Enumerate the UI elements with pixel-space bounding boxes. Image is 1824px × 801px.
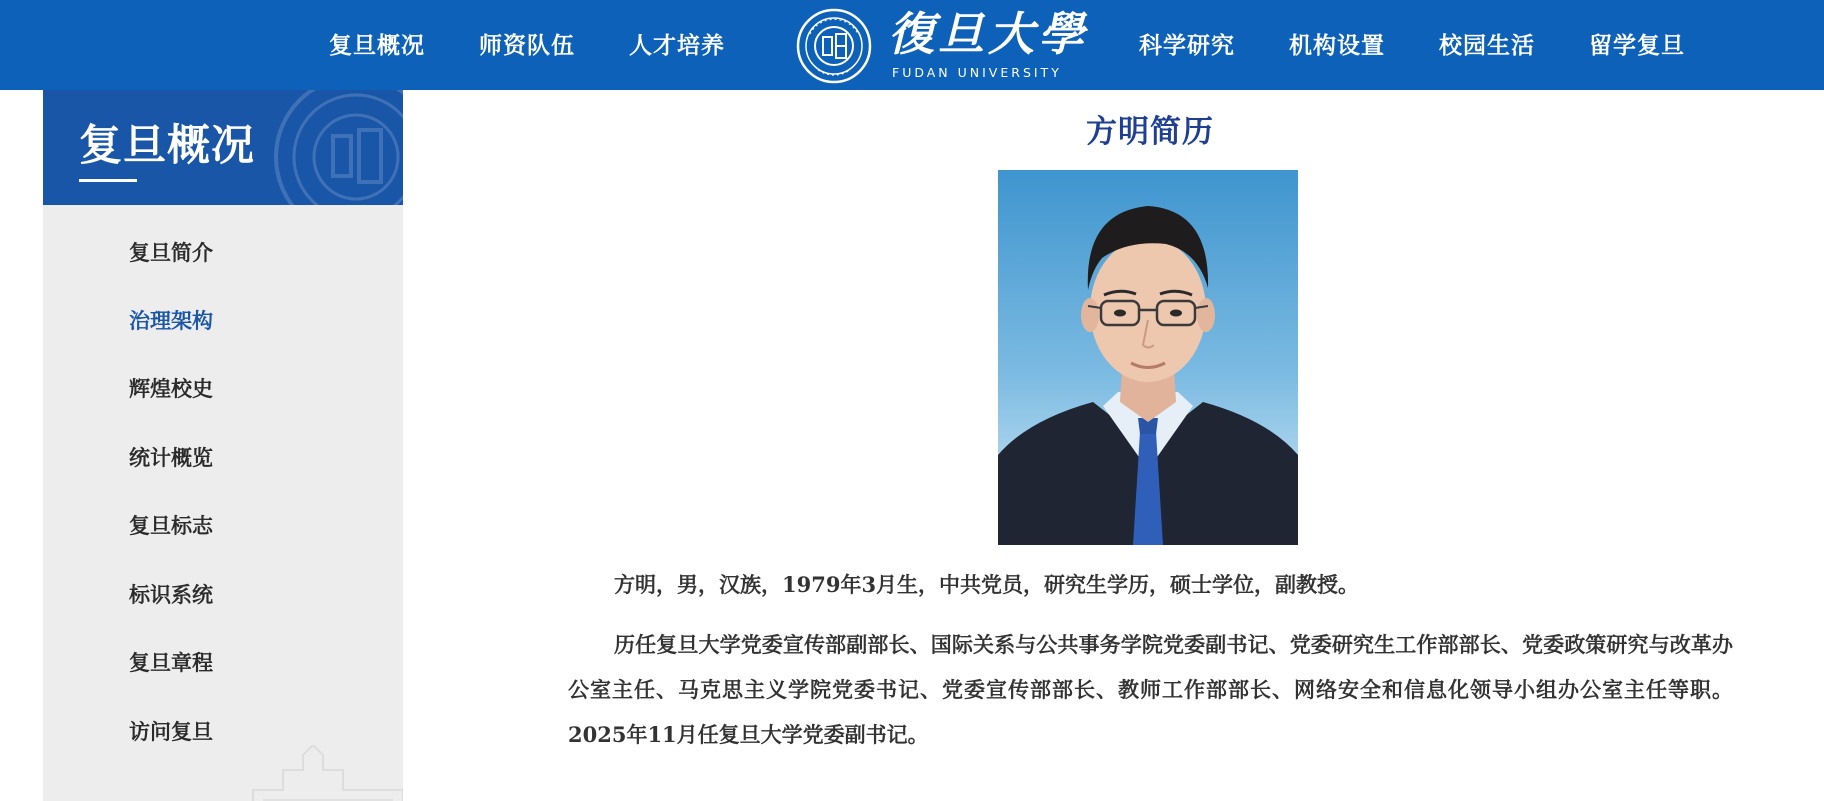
sidebar-item-introduction[interactable]: 复旦简介 bbox=[129, 240, 213, 265]
sidebar-title-underline bbox=[79, 179, 137, 182]
top-navigation-bar bbox=[0, 0, 1824, 90]
sidebar-item-statistics[interactable]: 统计概览 bbox=[129, 445, 213, 470]
nav-link-overview[interactable]: 复旦概况 bbox=[329, 32, 425, 59]
nav-link-education[interactable]: 人才培养 bbox=[629, 32, 725, 59]
bio-paragraph-career: 历任复旦大学党委宣传部副部长、国际关系与公共事务学院党委副书记、党委研究生工作部部长、党委政策研究与改革办公室主任、马克思主义学院党委书记、党委宣传部部长、教师工作部部长、网络安全和信息化领导小组办公室主任等职。2025年11月任复旦大学党委副书记。 bbox=[568, 632, 1733, 747]
page-title: 方明简历 bbox=[1086, 114, 1214, 150]
nav-link-study-at-fudan[interactable]: 留学复旦 bbox=[1589, 32, 1685, 59]
sidebar-item-identity-system[interactable]: 标识系统 bbox=[129, 582, 213, 607]
nav-link-faculty[interactable]: 师资队伍 bbox=[479, 32, 575, 59]
seal-watermark-icon bbox=[271, 90, 403, 205]
university-seal-icon bbox=[796, 8, 872, 84]
building-watermark-icon bbox=[243, 745, 403, 801]
nav-link-campus-life[interactable]: 校园生活 bbox=[1439, 32, 1535, 59]
nav-link-research[interactable]: 科学研究 bbox=[1139, 32, 1235, 59]
sidebar-item-emblem[interactable]: 复旦标志 bbox=[129, 513, 213, 538]
sidebar-title: 复旦概况 bbox=[79, 121, 255, 171]
logo-chinese-name: 復旦大學 bbox=[888, 7, 1088, 61]
sidebar-header bbox=[43, 90, 403, 205]
nav-link-institutions[interactable]: 机构设置 bbox=[1289, 32, 1385, 59]
sidebar-item-charter[interactable]: 复旦章程 bbox=[129, 650, 213, 675]
sidebar-item-governance[interactable]: 治理架构 bbox=[129, 308, 213, 333]
sidebar-item-visit[interactable]: 访问复旦 bbox=[129, 719, 213, 744]
profile-photo bbox=[998, 170, 1298, 545]
logo-english-name: FUDAN UNIVERSITY bbox=[892, 65, 1062, 80]
sidebar-menu bbox=[43, 205, 403, 801]
fudan-logo[interactable] bbox=[796, 5, 1088, 85]
sidebar-item-history[interactable]: 辉煌校史 bbox=[129, 376, 213, 401]
bio-paragraph-basic-info: 方明，男，汉族，1979年3月生，中共党员，研究生学历，硕士学位，副教授。 bbox=[614, 572, 1360, 597]
